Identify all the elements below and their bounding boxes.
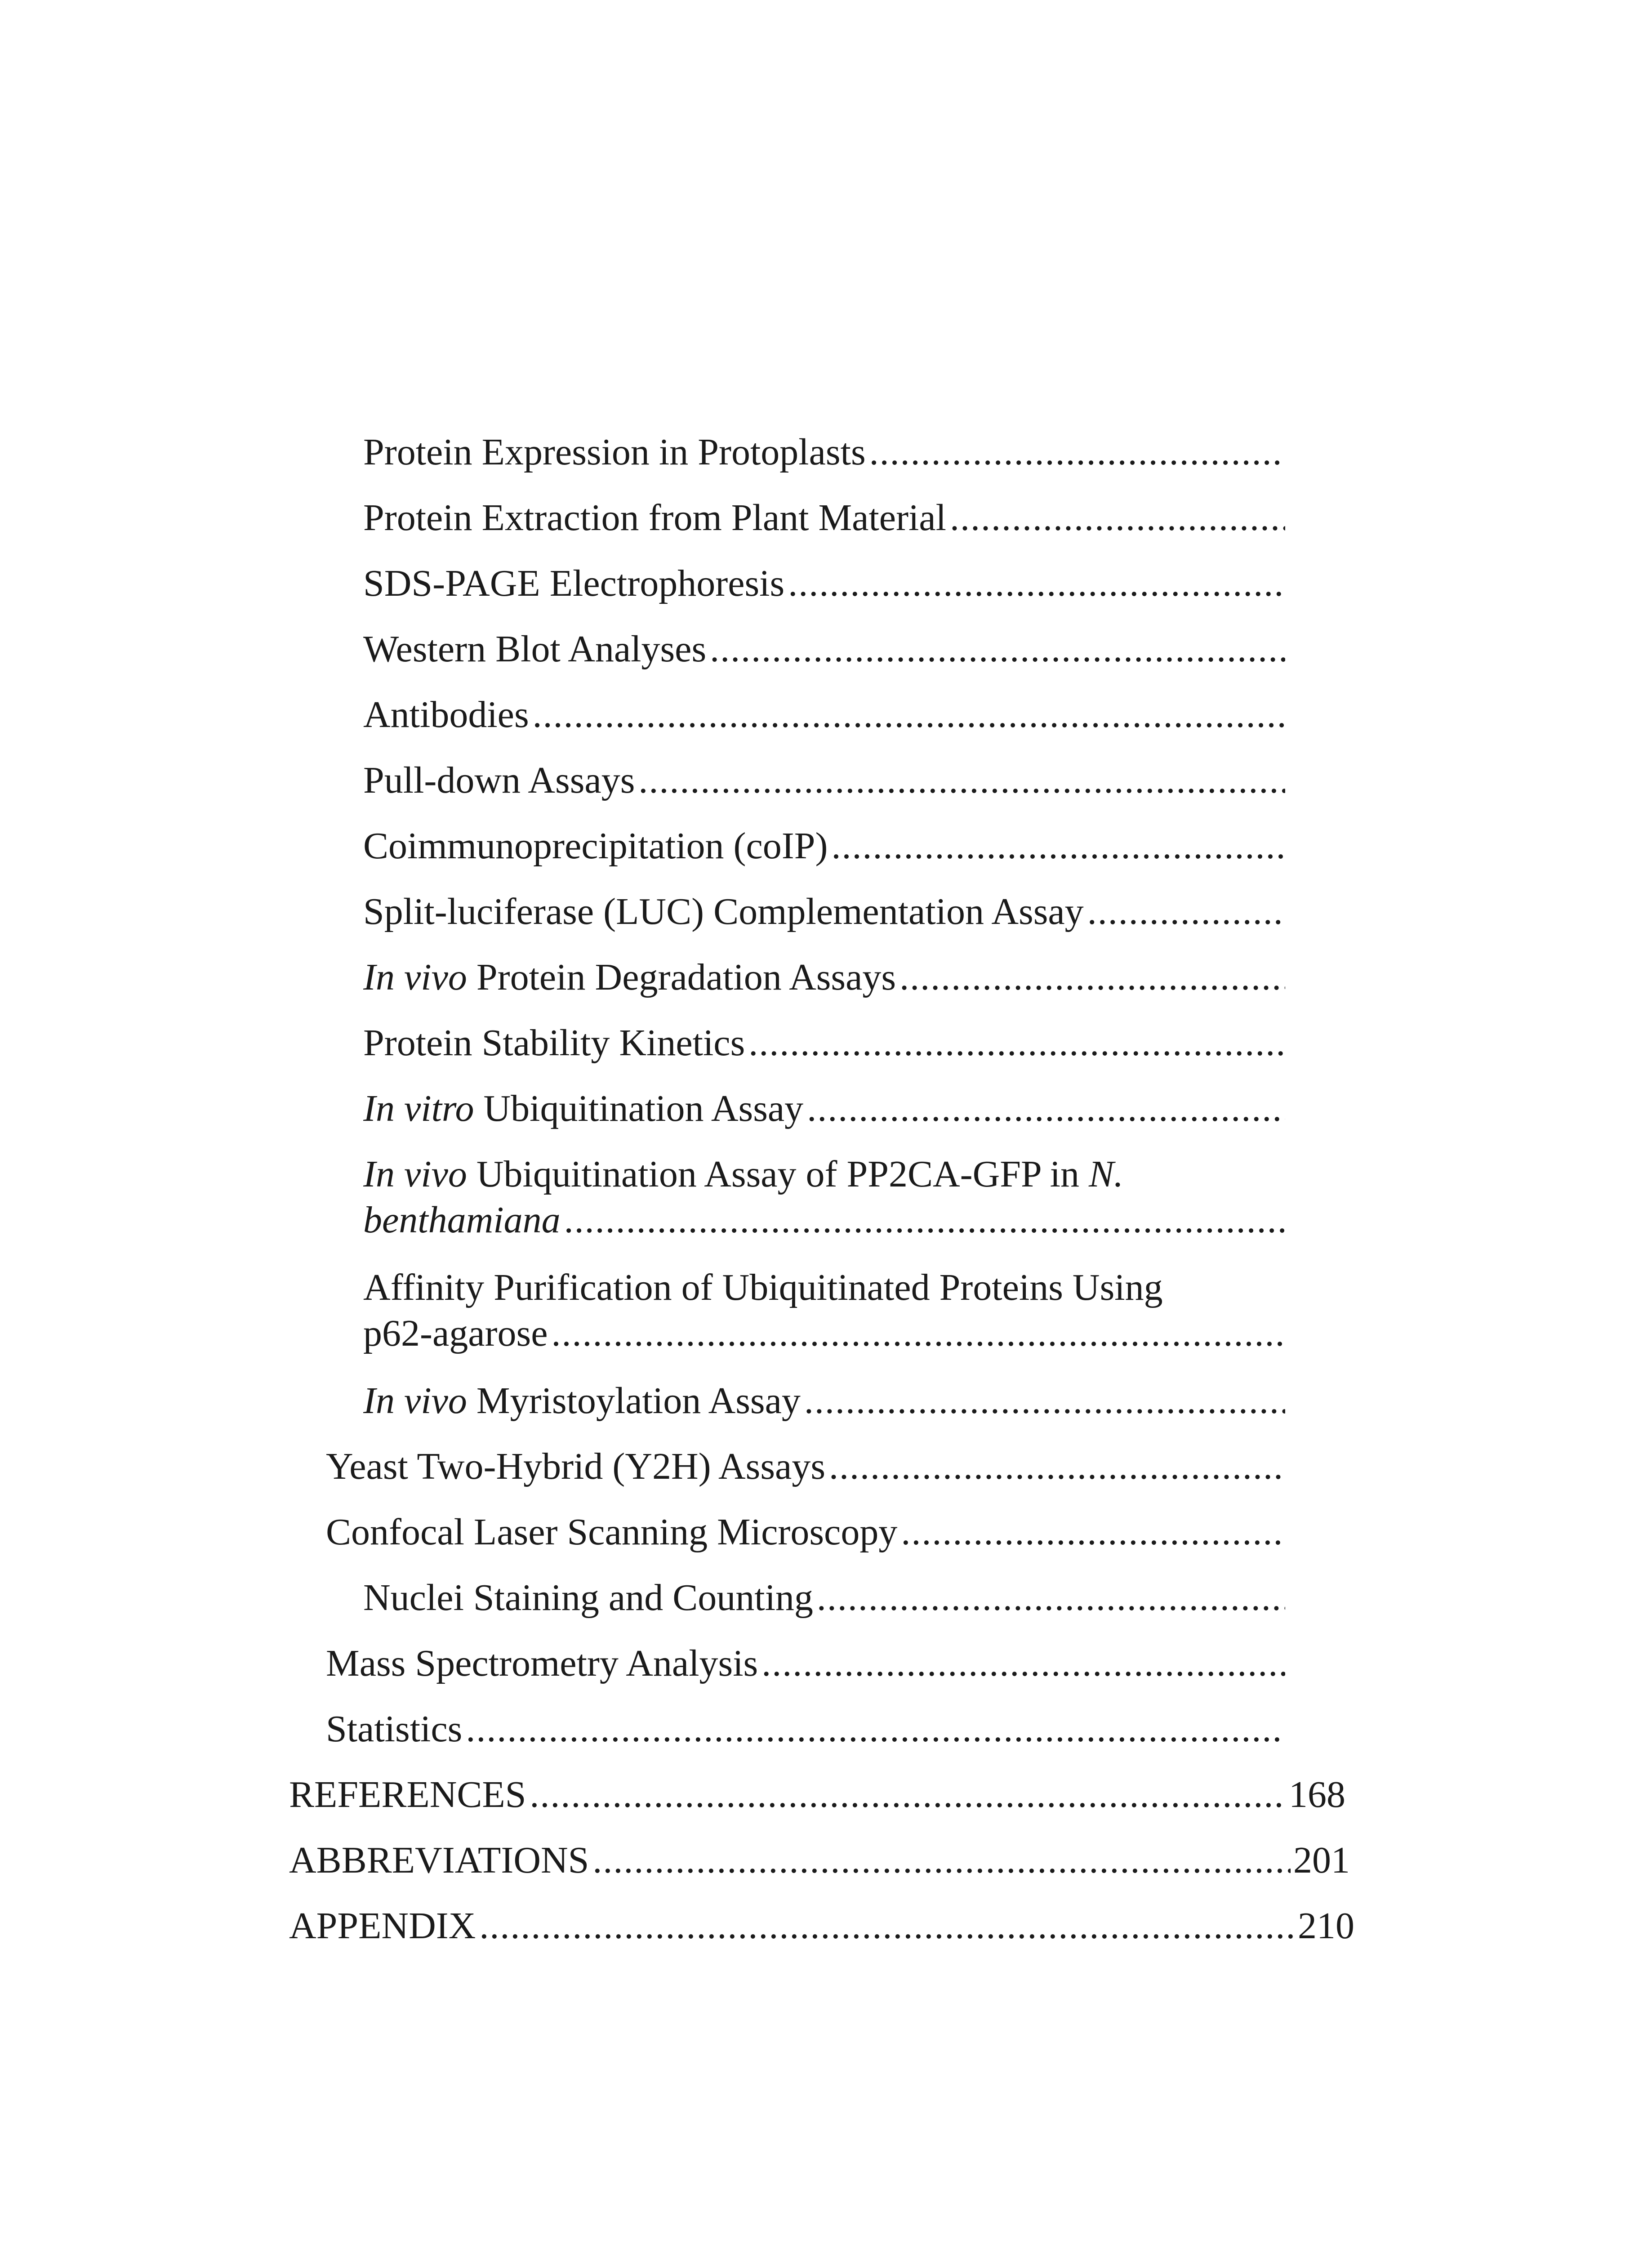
leader-dots [592,1838,1291,1883]
leader-dots [533,692,1285,738]
toc-entry-title: REFERENCES [289,1774,526,1815]
toc-entry-title-italic: In vivo [363,1153,467,1195]
toc-entry-confocal-microscopy [326,1509,1288,1555]
leader-dots [638,758,1285,803]
leader-dots [817,1575,1285,1621]
leader-dots [899,955,1285,1000]
toc-entry-statistics [326,1706,1288,1752]
toc-entry-title: Pull-down Assays [363,759,635,801]
toc-entry-title: Yeast Two-Hybrid (Y2H) Assays [326,1445,826,1487]
toc-entry-title: Confocal Laser Scanning Microscopy [326,1511,898,1553]
leader-dots [831,823,1285,869]
toc-entry-title: Mass Spectrometry Analysis [326,1642,758,1684]
toc-entry-title: SDS-PAGE Electrophoresis [363,562,785,604]
leader-dots [1087,889,1285,935]
leader-dots [466,1706,1285,1752]
leader-dots [761,1641,1285,1686]
toc-entry-page: 201 [1293,1839,1350,1881]
toc-entry-title-italic: In vivo [363,1380,467,1422]
toc-entry-title: Protein Expression in Protoplasts [363,431,866,473]
leader-dots [807,1086,1285,1132]
leader-dots [829,1444,1285,1490]
toc-entry-title-line2: benthamiana [363,1199,561,1241]
toc-entry-page: 210 [1298,1905,1354,1947]
toc-entry-antibodies [363,692,1288,738]
toc-entry-title: Myristoylation Assay [476,1380,801,1422]
toc-entry-title: Ubiquitination Assay [483,1088,804,1129]
toc-entry-title: Protein Stability Kinetics [363,1022,745,1064]
toc-entry-title-italic: In vivo [363,956,467,998]
toc-entry-title-line2: p62-agarose [363,1312,548,1354]
toc-entry-title-italic: In vitro [363,1088,474,1129]
toc-entry-title: Western Blot Analyses [363,628,707,670]
toc-entry-title: Protein Degradation Assays [476,956,896,998]
toc-entry-coimmunoprecipitation [363,823,1288,869]
toc-entry-pull-down-assays [363,758,1288,803]
leader-dots [710,626,1285,672]
toc-entry-sds-page [363,561,1288,607]
toc-entry-title: Protein Extraction from Plant Material [363,497,946,539]
leader-dots [869,429,1285,475]
leader-dots [479,1903,1295,1949]
toc-entry-title: Nuclei Staining and Counting [363,1577,813,1619]
toc-entry-protein-extraction [363,495,1288,541]
toc-entry-nuclei-staining [363,1575,1288,1621]
toc-entry-in-vitro-ubiquitination [363,1086,1288,1132]
toc-entry-mass-spectrometry [326,1641,1288,1686]
toc-entry-page: 168 [1289,1774,1345,1815]
toc-entry-in-vivo-myristoylation [363,1378,1288,1424]
toc-entry-split-luciferase [363,889,1288,935]
toc-entry-title: Split-luciferase (LUC) Complementation Assay [363,891,1084,932]
leader-dots [804,1378,1285,1424]
toc-entry-yeast-two-hybrid [326,1444,1288,1490]
toc-entry-protein-stability-kinetics [363,1020,1288,1066]
toc-entry-title: Antibodies [363,694,529,736]
toc-entry-appendix [289,1903,1354,1949]
leader-dots [901,1509,1285,1555]
toc-entry-title: APPENDIX [289,1905,476,1947]
toc-entry-title-italic-end: N. [1088,1153,1123,1195]
leader-dots [788,561,1285,607]
toc-entry-title: Affinity Purification of Ubiquitinated Proteins Using [363,1267,1163,1308]
toc-entry-affinity-purification [363,1265,1288,1356]
toc-entry-abbreviations [289,1838,1350,1883]
toc-entry-title: Ubiquitination Assay of PP2CA-GFP in [476,1153,1079,1195]
toc-entry-title: Coimmunoprecipitation (coIP) [363,825,828,867]
toc-entry-title: Statistics [326,1708,463,1750]
toc-entry-title: ABBREVIATIONS [289,1839,589,1881]
leader-dots [551,1311,1285,1356]
leader-dots [530,1772,1286,1818]
toc-entry-references [289,1772,1345,1818]
leader-dots [950,495,1285,541]
toc-entry-in-vivo-ubiquitination-pp2ca [363,1151,1288,1243]
toc-entry-protein-expression-in-protoplasts [363,429,1288,475]
toc-entry-western-blot [363,626,1288,672]
leader-dots [748,1020,1285,1066]
leader-dots [564,1197,1285,1243]
toc-entry-in-vivo-protein-degradation [363,955,1288,1000]
